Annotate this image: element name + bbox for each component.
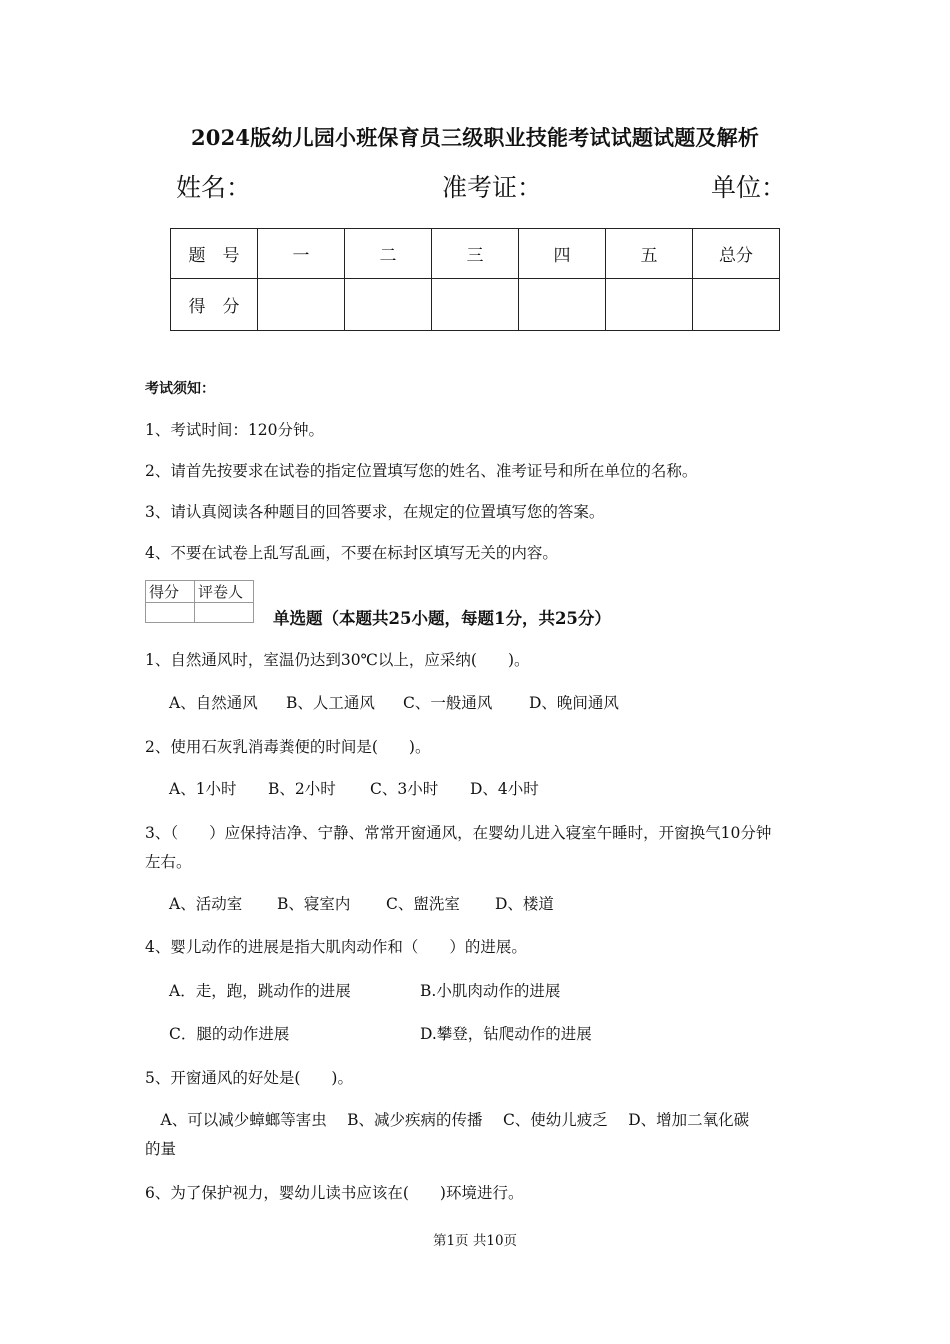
page-footer: 第1页 共10页	[432, 1233, 518, 1249]
score-header-cell: 二	[345, 229, 432, 279]
answer-option[interactable]: A．走，跑，跳动作的进展	[169, 982, 351, 1000]
score-header-cell: 三	[432, 229, 519, 279]
answer-option[interactable]: C、盥洗室	[386, 895, 460, 913]
score-cell[interactable]	[519, 279, 606, 331]
score-cell[interactable]	[606, 279, 693, 331]
answer-option[interactable]: A、活动室	[169, 895, 243, 913]
answer-option[interactable]: D、4小时	[470, 780, 539, 798]
score-header-cell: 五	[606, 229, 693, 279]
grader-reviewer-label: 评卷人	[195, 581, 254, 603]
answer-option[interactable]: C、3小时	[370, 780, 439, 798]
score-row-label: 得 分	[171, 279, 258, 331]
ticket-field-label: 准考证：	[442, 173, 543, 202]
notice-item: 2、请首先按要求在试卷的指定位置填写您的姓名、准考证号和所在单位的名称。	[145, 462, 698, 480]
score-cell[interactable]	[693, 279, 780, 331]
answer-option[interactable]: B、寝室内	[277, 895, 351, 913]
grader-score-label: 得分	[146, 581, 195, 603]
answer-option[interactable]: B.小肌肉动作的进展	[420, 982, 561, 1000]
score-table	[170, 228, 780, 331]
answer-option[interactable]: D、楼道	[495, 895, 554, 913]
answer-options-line[interactable]: A、可以减少蟑螂等害虫 B、减少疾病的传播 C、使幼儿疲乏 D、增加二氧化碳	[145, 1111, 750, 1129]
notice-item: 1、考试时间：120分钟。	[145, 421, 324, 439]
score-header-cell: 总分	[693, 229, 780, 279]
answer-option[interactable]: A、自然通风	[169, 694, 258, 712]
answer-option[interactable]: D、晚间通风	[529, 694, 619, 712]
grader-box	[145, 580, 254, 623]
score-cell[interactable]	[345, 279, 432, 331]
notice-heading: 考试须知：	[145, 381, 215, 397]
document-title: 2024版幼儿园小班保育员三级职业技能考试试题试题及解析	[190, 125, 760, 150]
score-cell[interactable]	[258, 279, 345, 331]
answer-options-line-continued: 的量	[145, 1140, 177, 1158]
answer-option[interactable]: C．腿的动作进展	[169, 1025, 290, 1043]
grader-reviewer-cell[interactable]	[195, 603, 254, 623]
score-cell[interactable]	[432, 279, 519, 331]
notice-item: 3、请认真阅读各种题目的回答要求，在规定的位置填写您的答案。	[145, 503, 605, 521]
score-table-header-row	[171, 229, 780, 279]
score-table-score-row	[171, 279, 780, 331]
score-header-cell: 四	[519, 229, 606, 279]
question-stem: 3、（ ）应保持洁净、宁静、常常开窗通风，在婴幼儿进入寝室午睡时，开窗换气10分钟	[145, 824, 772, 842]
notice-item: 4、不要在试卷上乱写乱画，不要在标封区填写无关的内容。	[145, 544, 558, 562]
unit-field-label: 单位：	[711, 173, 787, 202]
score-header-cell: 一	[258, 229, 345, 279]
question-stem: 6、为了保护视力，婴幼儿读书应该在( )环境进行。	[145, 1184, 524, 1202]
section-title: 单选题（本题共25小题，每题1分，共25分）	[273, 609, 611, 628]
question-stem: 4、婴儿动作的进展是指大肌肉动作和（ ）的进展。	[145, 938, 527, 956]
answer-option[interactable]: B、2小时	[268, 780, 336, 798]
question-stem-continued: 左右。	[145, 853, 192, 871]
name-field-label: 姓名：	[176, 173, 252, 202]
answer-option[interactable]: C、一般通风	[403, 694, 493, 712]
answer-option[interactable]: D.攀登，钻爬动作的进展	[420, 1025, 592, 1043]
grader-score-cell[interactable]	[146, 603, 195, 623]
candidate-fields	[0, 168, 950, 208]
question-stem: 2、使用石灰乳消毒粪便的时间是( )。	[145, 738, 431, 756]
question-stem: 5、开窗通风的好处是( )。	[145, 1069, 353, 1087]
answer-option[interactable]: B、人工通风	[286, 694, 375, 712]
answer-option[interactable]: A、1小时	[169, 780, 237, 798]
score-header-cell: 题 号	[171, 229, 258, 279]
question-stem: 1、自然通风时，室温仍达到30℃以上，应采纳( )。	[145, 651, 530, 669]
